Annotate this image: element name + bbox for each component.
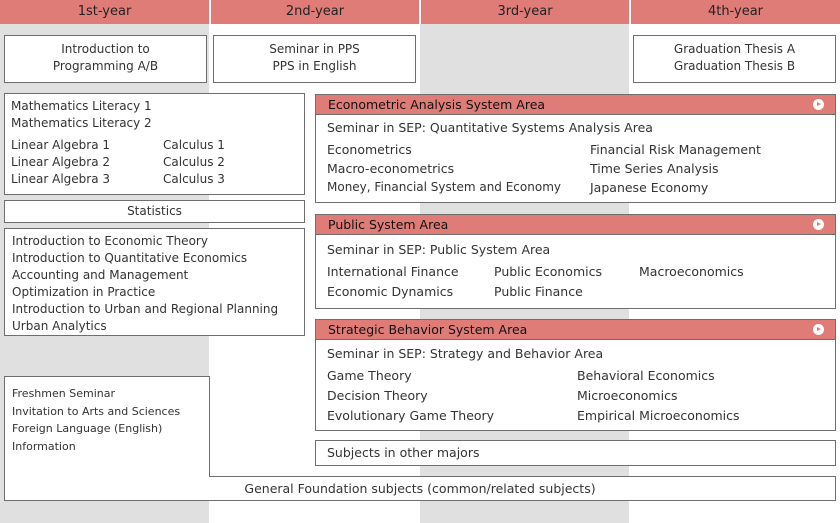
list-item: Money, Financial System and Economy bbox=[327, 180, 561, 194]
list-item: Japanese Economy bbox=[590, 180, 709, 195]
public-area-body bbox=[315, 235, 836, 309]
list-item: Microeconomics bbox=[577, 388, 678, 403]
list-item: Linear Algebra 1 bbox=[11, 138, 111, 152]
list-item: Behavioral Economics bbox=[577, 368, 715, 383]
list-item: Foreign Language (English) bbox=[12, 422, 163, 435]
public-seminar: Seminar in SEP: Public System Area bbox=[327, 242, 551, 257]
strategic-seminar: Seminar in SEP: Strategy and Behavior Area bbox=[327, 346, 604, 361]
list-item: Mathematics Literacy 1 bbox=[11, 99, 152, 113]
year-header-3: 3rd-year bbox=[421, 0, 629, 24]
list-item: Information bbox=[12, 439, 76, 453]
strategic-col1 bbox=[327, 366, 494, 426]
list-item: International Finance bbox=[327, 264, 459, 279]
strategic-area-title: Strategic Behavior System Area bbox=[328, 322, 528, 337]
strategic-area-body bbox=[315, 340, 836, 431]
list-item: Calculus 3 bbox=[163, 172, 225, 186]
graduation-thesis-line-1: Graduation Thesis A bbox=[673, 42, 796, 56]
public-area-header[interactable] bbox=[315, 214, 836, 235]
play-icon[interactable] bbox=[813, 99, 824, 110]
list-item: Public Economics bbox=[494, 264, 602, 279]
econometric-area-body bbox=[315, 115, 836, 203]
intro-programming-line-2: Programming A/B bbox=[52, 59, 159, 73]
public-col2 bbox=[494, 262, 602, 302]
year-header-1: 1st-year bbox=[0, 0, 209, 24]
intro-programming-line-1: Introduction to bbox=[61, 42, 150, 56]
foundation-courses-list bbox=[12, 385, 180, 455]
list-item: Introduction to Quantitative Economics bbox=[12, 251, 248, 265]
list-item: Linear Algebra 2 bbox=[11, 155, 111, 169]
list-item: Invitation to Arts and Sciences bbox=[12, 404, 181, 418]
list-item: Empirical Microeconomics bbox=[577, 408, 740, 423]
play-icon[interactable] bbox=[813, 219, 824, 230]
strategic-col2 bbox=[577, 366, 740, 426]
list-item: Urban Analytics bbox=[12, 319, 107, 333]
list-item: Econometrics bbox=[327, 142, 412, 157]
econometric-col1 bbox=[327, 140, 561, 197]
year-header-2: 2nd-year bbox=[211, 0, 419, 24]
play-icon[interactable] bbox=[813, 324, 824, 335]
list-item: Evolutionary Game Theory bbox=[327, 408, 495, 423]
public-area-title: Public System Area bbox=[328, 217, 449, 232]
econometric-area-title: Econometric Analysis System Area bbox=[328, 97, 546, 112]
list-item: Economic Dynamics bbox=[327, 284, 454, 299]
list-item: Mathematics Literacy 2 bbox=[11, 116, 152, 130]
econometric-seminar: Seminar in SEP: Quantitative Systems Analysis Area bbox=[327, 120, 653, 135]
strategic-area-header[interactable] bbox=[315, 319, 836, 340]
public-col3 bbox=[639, 262, 744, 282]
list-item: Macro-econometrics bbox=[327, 161, 455, 176]
list-item: Macroeconomics bbox=[639, 264, 744, 279]
list-item: Introduction to Urban and Regional Planning bbox=[12, 302, 279, 316]
seminar-pps-line-2: PPS in English bbox=[272, 59, 357, 73]
other-majors-box: Subjects in other majors bbox=[315, 440, 836, 466]
list-item: Game Theory bbox=[327, 368, 412, 383]
list-item: Decision Theory bbox=[327, 388, 428, 403]
list-item: Public Finance bbox=[494, 284, 583, 299]
statistics-box: Statistics bbox=[4, 200, 305, 223]
public-col1 bbox=[327, 262, 459, 302]
econometric-area-header[interactable] bbox=[315, 94, 836, 115]
graduation-thesis-line-2: Graduation Thesis B bbox=[673, 59, 796, 73]
list-item: Calculus 1 bbox=[163, 138, 225, 152]
list-item: Financial Risk Management bbox=[590, 142, 761, 157]
list-item: Linear Algebra 3 bbox=[11, 172, 111, 186]
list-item: Introduction to Economic Theory bbox=[12, 234, 208, 248]
econometric-col2 bbox=[590, 140, 761, 197]
general-foundation-label: General Foundation subjects (common/related subjects) bbox=[244, 481, 596, 496]
seminar-pps-line-1: Seminar in PPS bbox=[269, 42, 360, 56]
list-item: Freshmen Seminar bbox=[12, 387, 115, 400]
list-item: Accounting and Management bbox=[12, 268, 189, 282]
list-item: Calculus 2 bbox=[163, 155, 225, 169]
list-item: Time Series Analysis bbox=[590, 161, 719, 176]
list-item: Optimization in Practice bbox=[12, 285, 156, 299]
year-header-4: 4th-year bbox=[631, 0, 840, 24]
